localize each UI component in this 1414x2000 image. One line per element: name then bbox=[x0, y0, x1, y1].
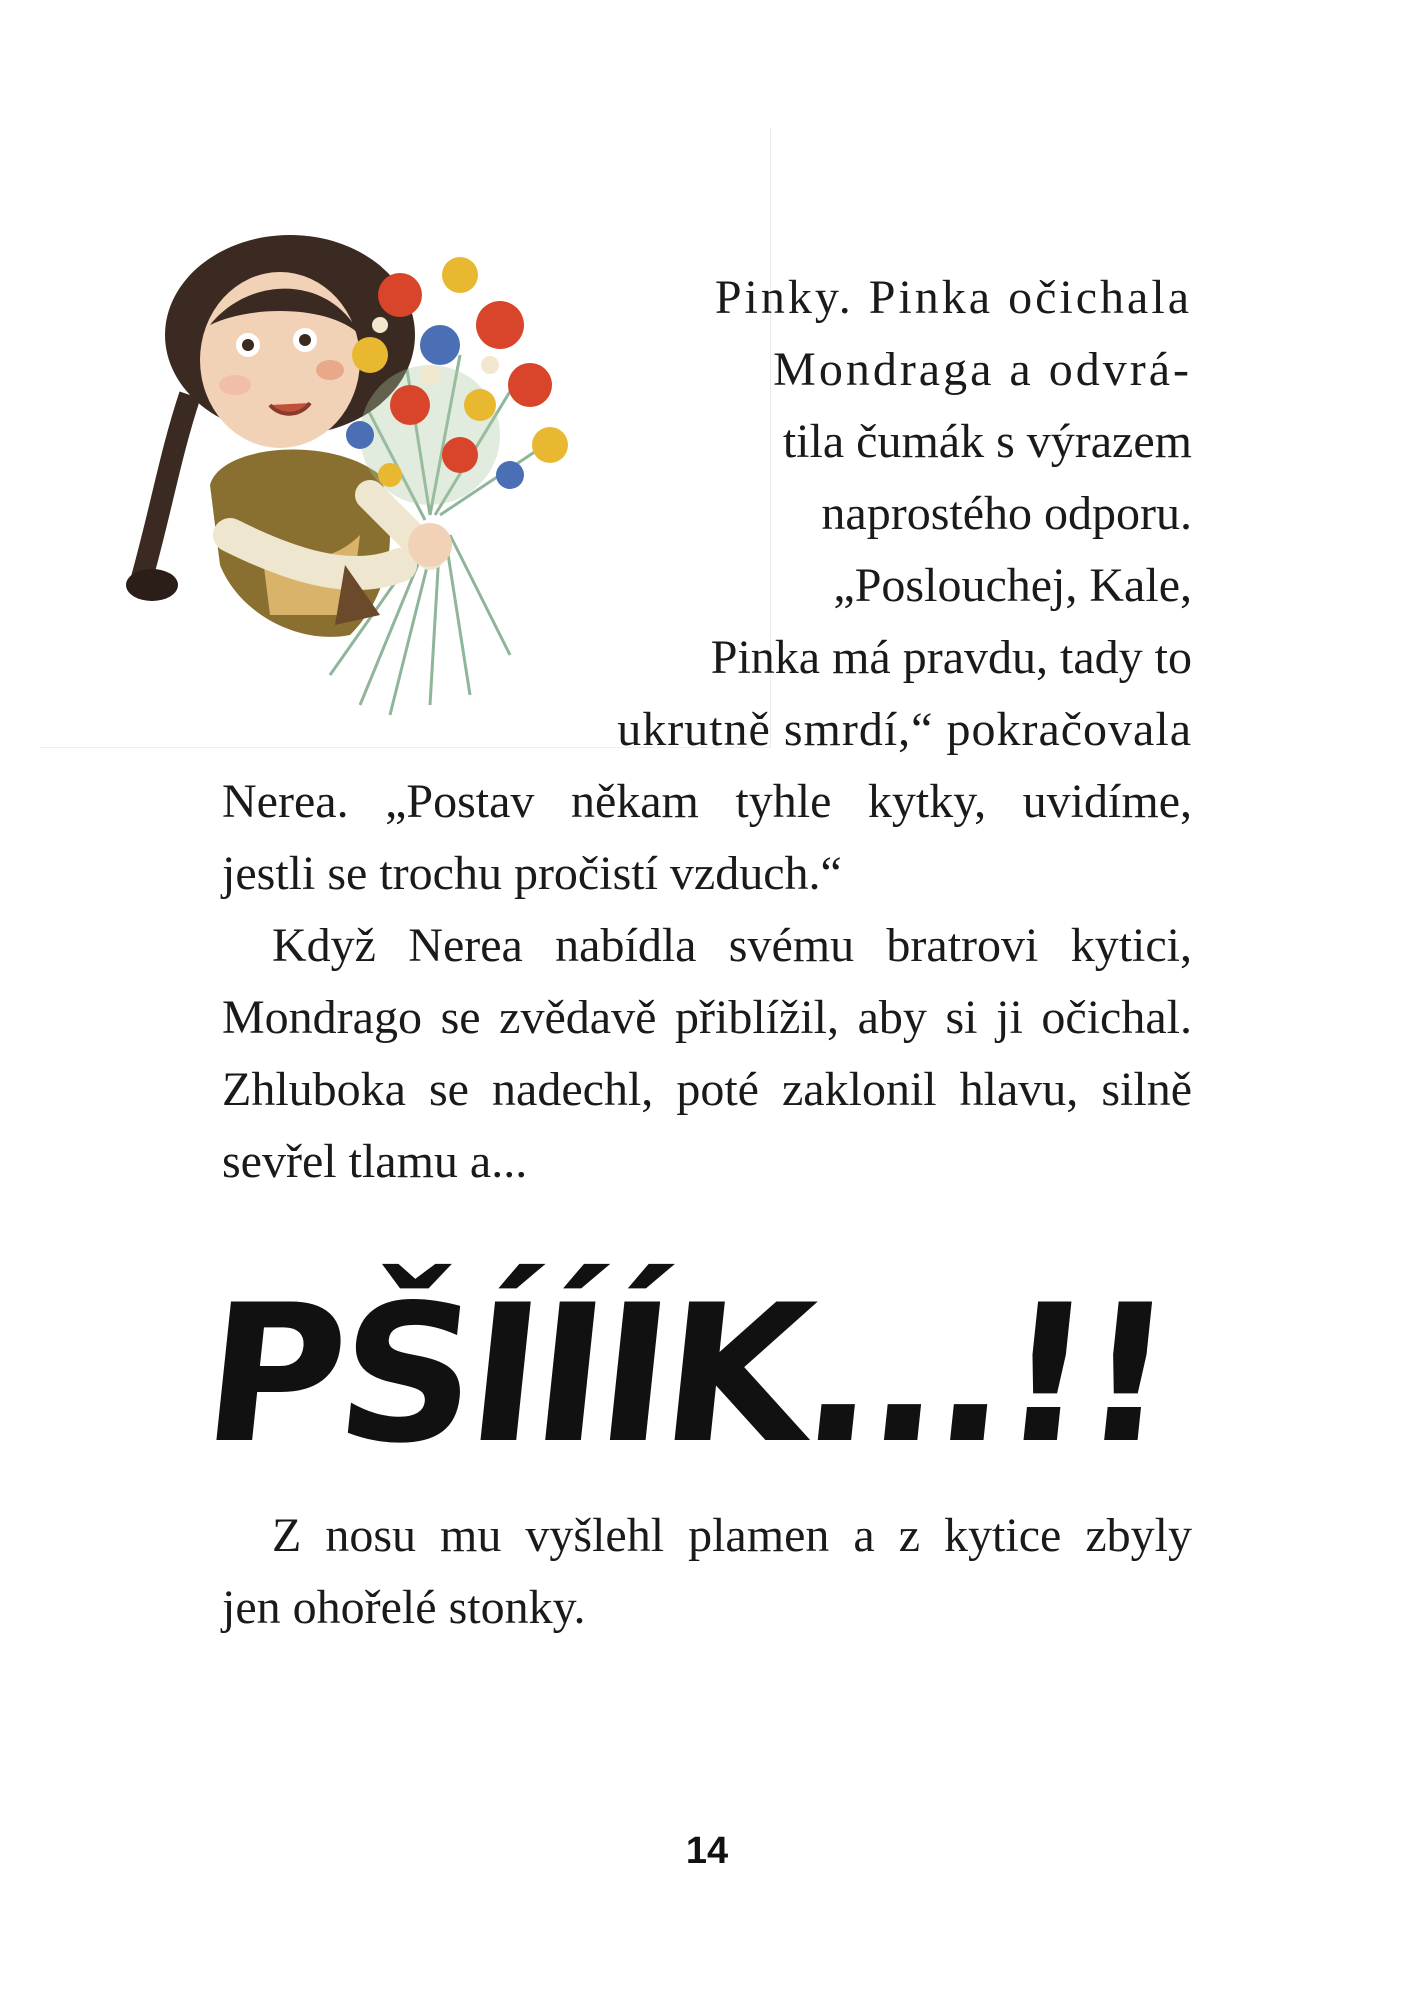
story-line: jen ohořelé stonky. bbox=[222, 1581, 586, 1634]
story-line: Pinky. Pinka očichala bbox=[714, 271, 1192, 324]
page-number: 14 bbox=[685, 1830, 729, 1872]
story-line: Z nosu mu vyšlehl plamen a z kytice zbyly bbox=[272, 1509, 1192, 1562]
sneeze-text: PŠÍÍÍK...!! bbox=[194, 1263, 1177, 1485]
story-line: „Poslouchej, Kale, bbox=[833, 559, 1192, 612]
story-line: Mondraga a odvrá- bbox=[773, 343, 1192, 396]
hand-shape bbox=[408, 523, 452, 567]
girl-with-bouquet-illustration bbox=[130, 235, 720, 725]
story-line: Zhluboka se nadechl, poté zaklonil hlavu, silně bbox=[222, 1063, 1192, 1116]
story-line: ukrutně smrdí,“ pokračovala bbox=[617, 703, 1192, 756]
story-line: tila čumák s výrazem bbox=[782, 415, 1192, 468]
story-line: Nerea. „Postav někam tyhle kytky, uvidíme, bbox=[222, 775, 1192, 828]
story-line: Když Nerea nabídla svému bratrovi kytici, bbox=[272, 919, 1192, 972]
story-line: Pinka má pravdu, tady to bbox=[710, 631, 1192, 684]
story-line: Mondrago se zvědavě přiblížil, aby si ji očichal. bbox=[222, 991, 1192, 1044]
story-line: sevřel tlamu a... bbox=[222, 1135, 528, 1188]
sneeze-sound-effect bbox=[194, 1240, 1177, 1485]
story-line: jestli se trochu pročistí vzduch.“ bbox=[222, 847, 842, 900]
story-line: naprostého odporu. bbox=[821, 487, 1192, 540]
